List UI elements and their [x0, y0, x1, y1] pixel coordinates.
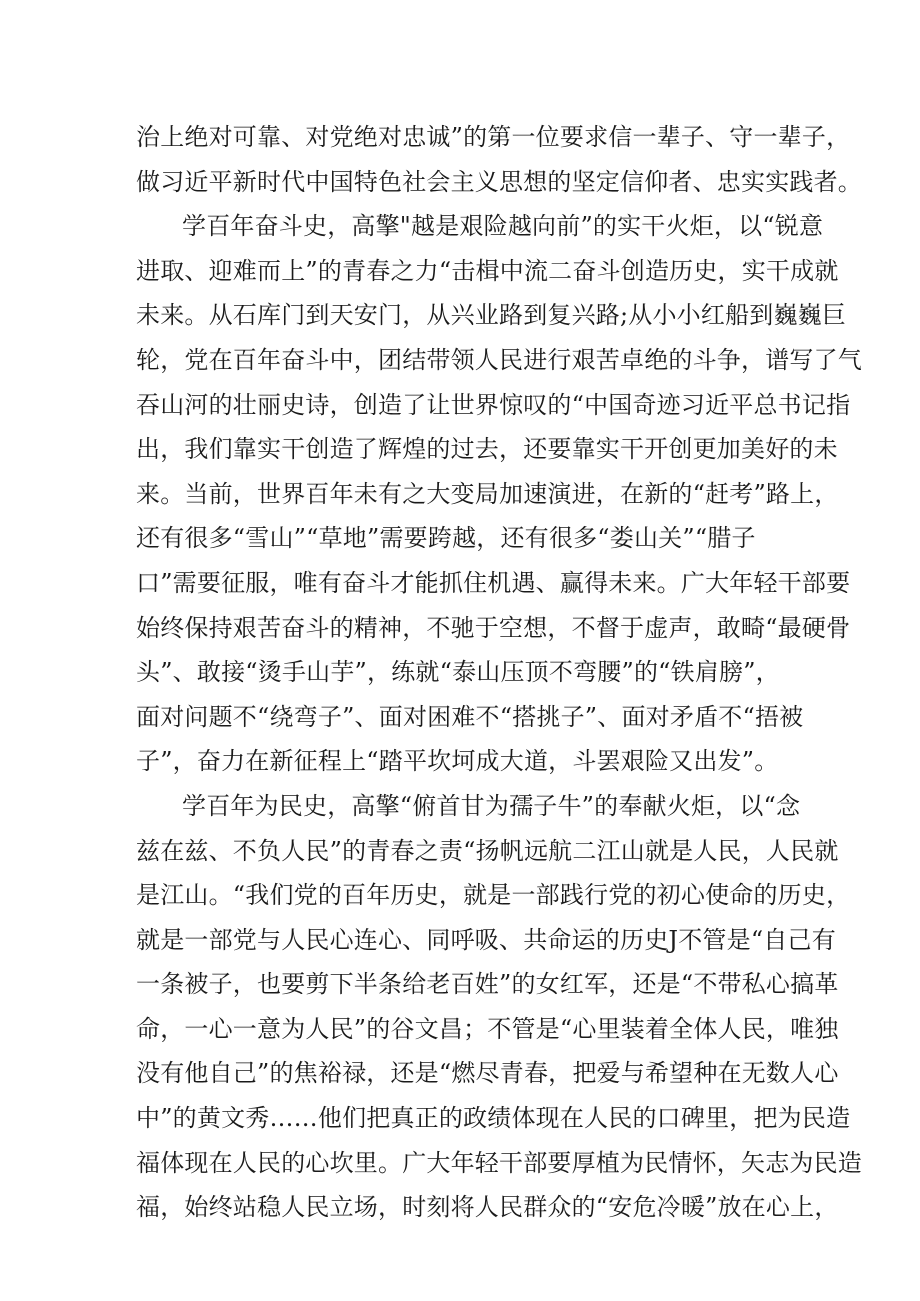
text-line: 中”的黄文秀……他们把真正的政绩体现在人民的口碑里，把为民造	[136, 1104, 851, 1133]
text-line: 未来。从石库门到天安门，从兴业路到复兴路;从小小红船到巍巍巨	[136, 301, 847, 330]
text-line: 头”、敢接“烫手山芋”，练就“泰山压顶不弯腰”的“铁肩膀”，	[136, 658, 780, 687]
text-line: 福，始终站稳人民立场，时刻将人民群众的“安危冷暖”放在心上，	[136, 1193, 839, 1222]
text-line: 兹在兹、不负人民”的青春之责“扬帆远航二江山就是人民，人民就	[136, 836, 839, 865]
text-line: 吞山河的壮丽史诗，创造了让世界惊叹的“中国奇迹习近平总书记指	[136, 390, 851, 419]
text-line: 就是一部党与人民心连心、同呼吸、共命运的历史J不管是“自己有	[136, 925, 836, 954]
text-line: 学百年为民史，高擎“俯首甘为孺子牛”的奉献火炬，以“念	[182, 791, 801, 820]
text-line: 命，一心一意为人民”的谷文昌；不管是“心里装着全体人民，唯独	[136, 1014, 839, 1043]
paragraph-3	[136, 784, 862, 1230]
text-line: 学百年奋斗史，高擎"越是艰险越向前”的实干火炬，以“锐意	[182, 212, 824, 241]
text-line: 做习近平新时代中国特色社会主义思想的坚定信仰者、忠实实践者。	[136, 167, 862, 196]
text-line: 治上绝对可靠、对党绝对忠诚”的第一位要求信一辈子、守一辈子，	[136, 123, 851, 151]
text-line: 来。当前，世界百年未有之大变局加速演进，在新的“赶考”路上，	[136, 479, 839, 508]
text-line: 口”需要征服，唯有奋斗才能抓住机遇、赢得未来。广大年轻干部要	[136, 568, 851, 597]
text-line: 是江山。“我们党的百年历史，就是一部践行党的初心使命的历史，	[136, 881, 851, 910]
text-line: 面对问题不“绕弯子”、面对困难不“搭挑子”、面对矛盾不“捂被	[136, 702, 804, 731]
text-line: 福体现在人民的心坎里。广大年轻干部要厚植为民情怀，矢志为民造	[136, 1148, 862, 1177]
text-line: 还有很多“雪山”“草地”需要跨越，还有很多“娄山关”“腊子	[136, 524, 756, 553]
paragraph-1	[136, 115, 862, 204]
text-line: 始终保持艰苦奋斗的精神，不驰于空想，不督于虚声，敢畸“最硬骨	[136, 613, 851, 642]
text-line: 一条被子，也要剪下半条给老百姓”的女红军，还是“不带私心搞革	[136, 970, 839, 999]
text-line: 轮，党在百年奋斗中，团结带领人民进行艰苦卓绝的斗争，谱写了气	[136, 345, 862, 374]
paragraph-2	[136, 204, 862, 784]
text-line: 出，我们靠实干创造了辉煌的过去，还要靠实干开创更加美好的未	[136, 435, 838, 464]
text-line: 子”，奋力在新征程上“踏平坎坷成大道，斗罢艰险又出发”。	[136, 747, 779, 776]
text-line: 进取、迎难而上”的青春之力“击楫中流二奋斗创造历史，实干成就	[136, 256, 839, 285]
text-line: 没有他自己”的焦裕禄，还是“燃尽青春，把爱与希望种在无数人心	[136, 1059, 839, 1088]
